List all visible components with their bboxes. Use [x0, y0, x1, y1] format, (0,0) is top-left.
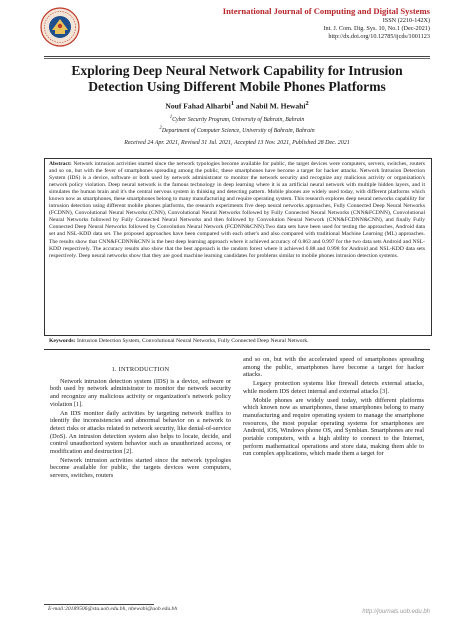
affiliation-2: [30, 125, 444, 136]
paper-dates: Received 24 Apr. 2021, Revised 31 Jul. 2021, Accepted 13 Nov. 2021, Published 28 Dec. 2021: [124, 140, 350, 146]
author-1-sup: 1: [230, 100, 234, 107]
author-2-sup: 2: [305, 100, 309, 107]
affiliation-1-sup: 1: [169, 115, 173, 120]
paragraph: and so on, but with the accelerated speed of smartphones spreading among the public, smartphones have become a target for hacker attacks.: [243, 356, 424, 379]
affiliation-2-sup: 2: [159, 125, 162, 131]
paragraph: Network intrusion detection system (IDS) is a device, software or both used by network administrator to monitor the network security and recognize any malicious activity or organization's network policy violation [1].: [50, 377, 231, 408]
body-column-right: [243, 356, 424, 459]
keywords: [49, 338, 425, 344]
paragraph: Legacy protection systems like firewall detects external attacks, while modern IDS detect internal and external attacks [3].: [243, 380, 424, 395]
keywords-text: Intrusion Detection System, Convolutional Neural Networks, Fully Connected Deep Neural Network.: [76, 338, 309, 344]
section-heading-introduction: 1. INTRODUCTION: [111, 366, 170, 373]
header-divider-thin: [44, 58, 430, 59]
affiliation-1-text: Cyber Security Program, University of Bahrain, Bahrain: [172, 116, 305, 123]
abstract-text: Network intrusion activities started since the network typologies become available for public, the target devices were computers, servers, switches, routers and so on, but with the fever of smartphones spreading among the public, these smartphones have become a target for hacker attacks. Network Intrusion Detection System (IDS) is a device, software or both used by network administrator to monitor the network security and recognize any malicious activity or organization's network policy violation. Deep neural network is the famous technology in deep learning where it is an artificial neural network with multiple hidden layers, and it simulates the human brain and it's the central nervous system in thinking and detecting pattern. Mobile phones are widely used today, with different platforms which known now as smartphones, these smartphones belong to many manufacturing and require operating system. This research explores deep neural networks capability for intrusion detection using different mobile phones platforms, the research experiments five deep neural networks approaches, Fully Connected Deep Neural Networks (FCDNN), Convolutional Neural Networks (CNN), Convolutional Neural Networks followed by Fully Connected Neural Networks (CNN&FCDNN), Convolutional Neural Networks followed by Fully Connected Neural Networks and then followed by Convolution Neural Network (CNN&FCDNN&CNN), and finally Fully Connected Deep Neural Networks followed by Convolution Neural Network (FCDNN&CNN).Two data sets have been used for testing the approaches, Android data set and NSL-KDD data set. The proposed approaches have been compared with each other's and also compared with traditional Machine Learning (ML) approaches. The results show that CNN&FCDNN&CNN is the best deep learning approach where it achieved accuracy of 0.863 and 0.997 for the two data sets Android and NSL-KDD respectively. The accuracy results also show that the best approach is the random forest where it achieved 0.88 and 0.998 for Android and NSL-KDD data sets respectively. Deep neural networks show that they are good machine learning candidates for problems similar to mobile phones intrusion detection systems.: [49, 161, 425, 259]
journal-issn: ISSN (2210-142X): [382, 17, 430, 24]
affiliation-1: [30, 114, 444, 125]
abstract-label: Abstract:: [49, 161, 72, 167]
journal-logo-icon: [38, 6, 82, 48]
journal-doi[interactable]: http://dx.doi.org/10.12785/ijcds/1001123: [328, 33, 430, 41]
footer-url[interactable]: http://journals.uob.edu.bh: [362, 609, 430, 615]
author-2: Nabil M. Hewahi: [249, 101, 306, 111]
author-1: Nouf Fahad Alharbi: [165, 101, 231, 111]
affiliation-2-text: Department of Computer Science, University of Bahrain, Bahrain: [161, 127, 315, 134]
paper-authors: [30, 100, 444, 111]
paper-affiliations: [30, 114, 444, 135]
paragraph: Mobile phones are widely used today, with different platforms which known now as smartphones, these smartphones belong to many manufacturing and require operating system to manage the smartphone resources, the most popular operating systems for smartphones are Android, iOS, Windows phone OS, and Symbian. Smartphones are real portable computers, with a high ability to connect to the Internet, perform mathematical operations and store data, making them able to run complex applications, which made them a target for: [243, 396, 424, 458]
header-divider: [44, 56, 430, 57]
paper-title: [30, 63, 444, 95]
author-separator: and: [233, 101, 250, 111]
journal-title: International Journal of Computing and Digital Systems: [222, 6, 430, 16]
paper-title-line-1: Exploring Deep Neural Network Capability for Intrusion: [71, 63, 403, 78]
paragraph: Network intrusion activities started since the network typologies become available for public, the targets devices were computers, servers, switches, routers: [50, 456, 231, 480]
footnote-divider: [44, 604, 154, 605]
keywords-divider: [44, 349, 430, 350]
paper-title-line-2: Detection Using Different Mobile Phones Platforms: [88, 79, 386, 94]
paragraph: An IDS monitor daily activities by targeting network traffics to identify the inconsistencies and abnormal behavior on a network to detect risks or attacks related to network security, like denial-of-service (DoS). An intrusion detection system also helps to locate, decide, and control unauthorized system behavior such as unauthorized access, or modification and destruction [2].: [50, 409, 231, 456]
abstract: [49, 161, 425, 260]
body-column-left: [50, 366, 231, 481]
footnote-email: E-mail:20189506@stu.uob.edu.bh, nhewahi@uob.edu.bh: [48, 606, 178, 612]
journal-header: [130, 6, 430, 42]
keywords-label: Keywords:: [49, 338, 76, 344]
journal-issue: Int. J. Com. Dig. Sys. 10, No.1 (Dec-2021): [323, 25, 430, 33]
